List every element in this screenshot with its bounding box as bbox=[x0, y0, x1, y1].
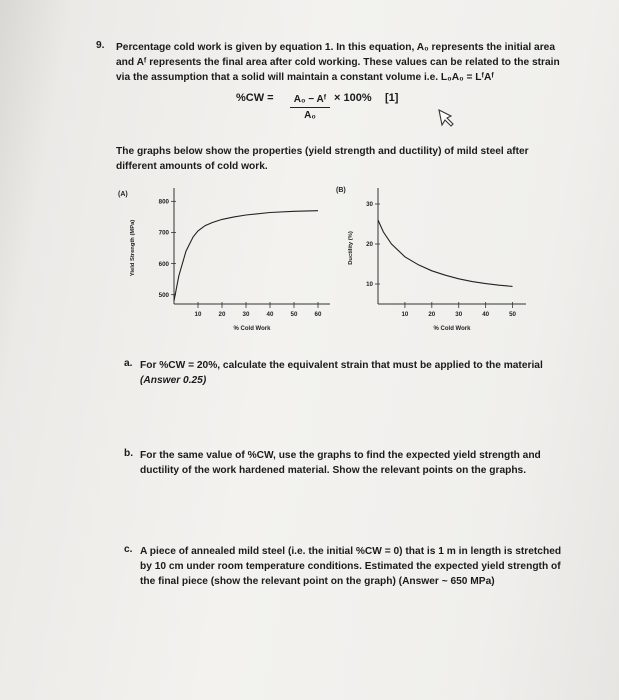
y-tick-label: 600 bbox=[158, 260, 169, 268]
y-tick-label: 20 bbox=[366, 241, 373, 249]
part-c-line-1: A piece of annealed mild steel (i.e. the initial %CW = 0) that is 1 m in length is stretched bbox=[140, 546, 562, 557]
intro-line-3: via the assumption that a solid will maintain a constant volume i.e. L₀A₀ = LᶠAᶠ bbox=[116, 72, 494, 83]
equation-numerator: A₀ − Aᶠ bbox=[293, 94, 327, 105]
x-tick-label: 10 bbox=[194, 311, 202, 318]
x-axis-label: % Cold Work bbox=[233, 326, 271, 332]
x-tick-label: 20 bbox=[218, 311, 226, 318]
ductility-chart bbox=[330, 182, 540, 350]
ductility-curve bbox=[378, 220, 513, 286]
y-tick-label: 700 bbox=[158, 229, 169, 237]
part-b-line-2: ductility of the work hardened material. Show the relevant points on the graphs. bbox=[140, 465, 527, 476]
x-tick-label: 50 bbox=[509, 311, 516, 318]
cursor-icon bbox=[437, 108, 459, 128]
equation-rhs: × 100% bbox=[334, 92, 372, 104]
x-tick-label: 30 bbox=[242, 311, 250, 318]
part-b-line-1: For the same value of %CW, use the graphs to find the expected yield strength and bbox=[140, 450, 541, 461]
part-c-line-3: the final piece (show the relevant point on the graph) (Answer ~ 650 MPa) bbox=[140, 576, 495, 587]
x-tick-label: 10 bbox=[401, 311, 409, 318]
part-a-answer: (Answer 0.25) bbox=[140, 375, 207, 386]
fraction-bar bbox=[290, 107, 330, 108]
part-c-line-2: by 10 cm under room temperature conditions. Estimated the expected yield strength of bbox=[140, 561, 561, 572]
x-tick-label: 60 bbox=[314, 311, 322, 318]
equation-lhs: %CW = bbox=[236, 92, 274, 104]
x-axis-label: % Cold Work bbox=[433, 326, 471, 332]
part-a-label: a. bbox=[124, 358, 133, 369]
x-tick-label: 20 bbox=[428, 311, 436, 318]
x-tick-label: 40 bbox=[266, 311, 274, 318]
part-a-text: For %CW = 20%, calculate the equivalent strain that must be applied to the material bbox=[140, 360, 543, 371]
x-tick-label: 40 bbox=[482, 311, 490, 318]
equation-denominator: A₀ bbox=[304, 110, 316, 121]
y-tick-label: 500 bbox=[158, 291, 169, 299]
intro-line-1: Percentage cold work is given by equation 1. In this equation, A₀ represents the initial area bbox=[116, 42, 555, 53]
y-axis-label: Yield Strength (MPa) bbox=[130, 219, 136, 277]
panel-label: (B) bbox=[336, 187, 346, 194]
y-tick-label: 800 bbox=[158, 198, 169, 206]
equation-tag: [1] bbox=[385, 92, 399, 104]
intro-line-2: and Aᶠ represents the final area after cold working. These values can be related to the strain bbox=[116, 57, 560, 68]
x-tick-label: 30 bbox=[455, 311, 463, 318]
yield-strength-curve bbox=[174, 211, 318, 301]
x-tick-label: 50 bbox=[290, 311, 298, 318]
yield-strength-chart bbox=[112, 182, 337, 350]
graphs-intro-line-2: different amounts of cold work. bbox=[116, 161, 268, 172]
part-b-label: b. bbox=[124, 448, 134, 459]
question-number: 9. bbox=[96, 40, 105, 51]
y-axis-label: Ductility (%) bbox=[348, 231, 354, 265]
panel-label: (A) bbox=[118, 191, 128, 198]
y-tick-label: 10 bbox=[366, 281, 373, 289]
y-tick-label: 30 bbox=[366, 201, 373, 209]
part-c-label: c. bbox=[124, 544, 133, 555]
graphs-intro-line-1: The graphs below show the properties (yield strength and ductility) of mild steel after bbox=[116, 146, 529, 157]
